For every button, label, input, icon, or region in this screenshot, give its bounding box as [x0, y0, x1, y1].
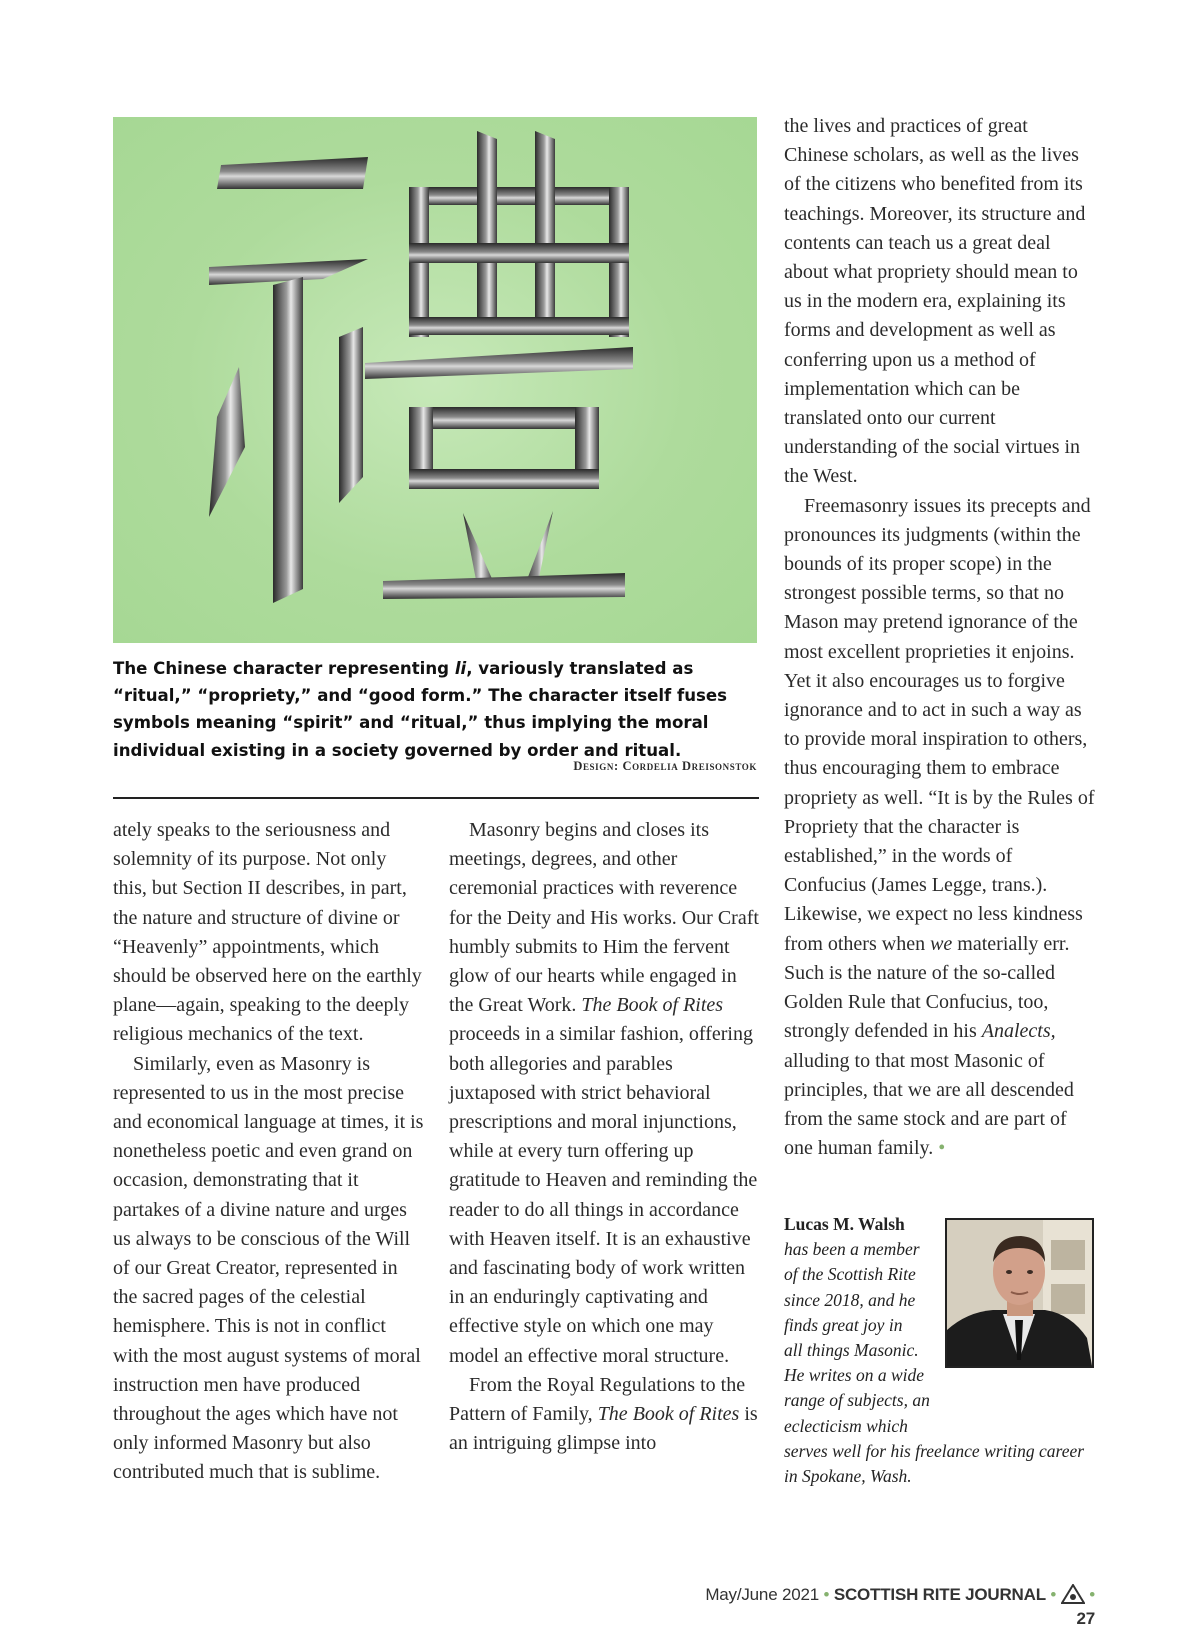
paragraph-text: proceeds in a similar fashion, offering both allegories and parables juxtaposed with strict behavioral prescriptions and moral injunctions, while at every turn offering up gratitude to Heaven and reminding the reader to do all things in accordance with Heaven itself. It is an exhaustive and fascinating body of work written in an enduringly captivating and effective style on which one may model an effective moral structure.: [449, 1023, 758, 1367]
paragraph: the lives and practices of great Chinese scholars, as well as the lives of the citizens who benefited from its teachings. Moreover, its structure and contents can teach us a great deal about what propriety should mean to us in the modern era, explaining its forms and development as well as conferring upon us a method of implementation which can be translated onto our current understanding of the social virtues in the West.: [784, 115, 1086, 488]
glyph-stroke: [383, 573, 625, 599]
footer-separator: •: [1045, 1585, 1061, 1604]
glyph-stroke: [409, 187, 629, 205]
bio-line: finds great joy in: [784, 1314, 903, 1335]
end-mark: •: [933, 1137, 946, 1160]
journal-name: SCOTTISH RITE JOURNAL: [833, 1585, 1046, 1604]
paragraph-text: Masonry begins and closes its meetings, degrees, and other ceremonial practices with reverence for the Deity and His works. Our Craft humbly submits to Him the fervent glow of our hearts while engaged in the Great Work.: [449, 819, 759, 1017]
section-divider: [113, 797, 759, 799]
glyph-stroke: [463, 513, 493, 585]
glyph-stroke: [217, 157, 368, 189]
book-title: The Book of Rites: [597, 1403, 740, 1426]
bio-line: in Spokane, Wash.: [784, 1466, 912, 1487]
bio-line: eclecticism which: [784, 1415, 908, 1436]
paragraph: [784, 492, 1096, 1164]
paragraph-text: Freemasonry issues its precepts and pronounces its judgments (within the bounds of its proper scope) in the strongest possible terms, so that no Mason may pretend ignorance of the most excellent proprieties it enjoins. Yet it also encourages us to forgive ignorance and to act in such a way as to provide moral inspiration to others, thus encouraging them to embrace propriety as well. “It is by the Rules of Propriety that the character is established,” in the words of Confucius (James Legge, trans.). Likewise, we expect no less kindness from others when: [784, 494, 1095, 955]
glyph-stroke: [409, 317, 629, 335]
caption-text: The Chinese character representing: [113, 659, 455, 678]
glyph-stroke: [409, 243, 629, 263]
body-column-middle: [449, 816, 761, 1458]
glyph-stroke: [339, 327, 363, 503]
glyph-stroke: [409, 469, 599, 489]
body-column-right: [784, 112, 1096, 1163]
page-footer: [700, 1584, 1095, 1629]
bio-line: all things Masonic.: [784, 1340, 919, 1361]
glyph-stroke: [209, 367, 245, 517]
page-number: 27: [1076, 1609, 1095, 1628]
glyph-stroke: [477, 131, 497, 325]
book-title: The Book of Rites: [581, 994, 724, 1017]
paragraph: Similarly, even as Masonry is represented to us in the most precise and economical language at times, it is nonetheless poetic and even grand on occasion, demonstrating that it partakes of a divine nature and urges us always to be conscious of the Will of our Great Creator, represented in the sacred pages of the celestial hemisphere. This is not in conflict with the most august systems of moral instruction men have produced throughout the ages which have not only informed Masonry but also contributed much that is sublime.: [113, 1052, 424, 1484]
glyph-stroke: [273, 277, 303, 603]
bio-line: has been a member: [784, 1239, 920, 1260]
paragraph: [449, 1371, 761, 1459]
paragraph: [449, 816, 761, 1371]
double-eagle-emblem-icon: [1061, 1584, 1085, 1609]
paragraph-text: is an intriguing glimpse into: [449, 1403, 758, 1455]
author-name: Lucas M. Walsh: [784, 1214, 905, 1234]
li-character-figure: [113, 117, 757, 643]
glyph-stroke: [535, 131, 555, 325]
caption-term: li: [454, 659, 467, 678]
author-bio: [784, 1212, 1104, 1489]
book-title: Analects,: [981, 1020, 1056, 1043]
glyph-stroke: [409, 407, 599, 429]
caption-text-cont: , variously translated as “ritual,” “propriety,” and “good form.” The character itself fuses symbols meaning “spirit” and “ritual,” thus implying the moral individual existing in a society governed by order and ritual.: [113, 659, 728, 760]
paragraph-text: alluding to that most Masonic of principles, that we are all descended from the same stock and are part of one human family.: [784, 1049, 1074, 1160]
footer-separator: •: [819, 1585, 834, 1604]
bio-line: serves well for his freelance writing career: [784, 1440, 1085, 1461]
issue-date: May/June 2021: [705, 1585, 819, 1604]
design-credit: Design: Cordelia Dreisonstok: [573, 759, 757, 773]
glyph-stroke: [365, 347, 633, 379]
figure-caption: [113, 655, 763, 764]
paragraph-text: From the Royal Regulations to the Pattern of Family,: [449, 1373, 746, 1426]
emphasis: we: [930, 932, 953, 955]
bio-line: He writes on a wide: [784, 1365, 924, 1386]
li-character-icon: [113, 117, 757, 643]
paragraph-text: materially err. Such is the nature of the so-called Golden Rule that Confucius, too, strongly defended in his: [784, 932, 1070, 1043]
paragraph: ately speaks to the seriousness and solemnity of its purpose. Not only this, but Section II describes, in part, the nature and structure of divine or “Heavenly” appointments, which should be observed here on the earthly plane—again, speaking to the deeply religious mechanics of the text.: [113, 819, 422, 1046]
body-column-left: [113, 816, 425, 1488]
footer-separator: •: [1084, 1585, 1095, 1604]
bio-line: of the Scottish Rite: [784, 1264, 916, 1285]
bio-line: since 2018, and he: [784, 1289, 916, 1310]
bio-line: range of subjects, an: [784, 1390, 930, 1411]
